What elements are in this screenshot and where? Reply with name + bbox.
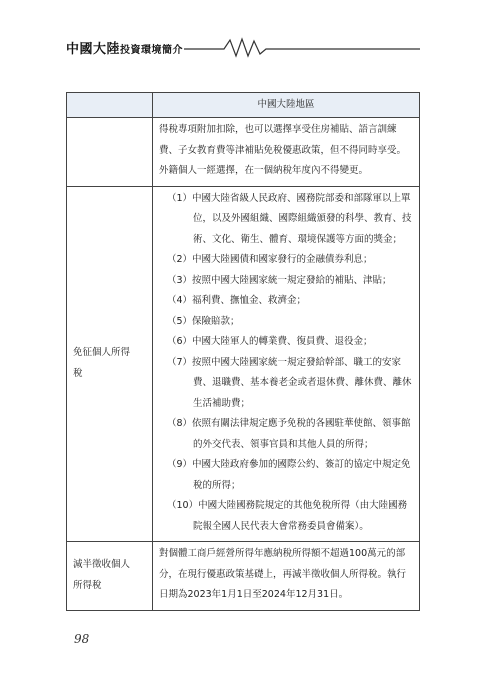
text-line: 日期為2023年1月1日至2024年12月31日。 [159, 589, 349, 600]
text-line: 費、子女教育費等津補貼免稅優惠政策，但不得同時享受。 [159, 144, 407, 156]
text-line: 外籍個人一經選擇，在一個納稅年度內不得變更。 [159, 165, 369, 176]
table-header-row [67, 93, 420, 118]
running-title [66, 38, 183, 57]
halve-cell [153, 542, 420, 611]
page-number: 98 [74, 632, 90, 646]
text-line: 得稅專項附加扣除，也可以選擇享受住房補貼、語言訓練 [159, 124, 397, 135]
list-item: （8）依照有關法律規定應予免稅的各國駐華使館、領事館的外交代表、領事官員和其他人員的所得； [167, 418, 411, 450]
list-item: （5）保險賠款； [167, 315, 240, 327]
running-title-sub: 投資環境簡介 [120, 45, 184, 56]
list-item: （3）按照中國大陸國家統一規定發給的補貼、津貼； [167, 274, 392, 286]
continuation-cell [153, 118, 420, 187]
table-row [67, 118, 420, 187]
label-line: 稅 [73, 367, 83, 379]
text-line: 分，在現行優惠政策基礎上，再減半徵收個人所得稅。執行 [159, 568, 407, 580]
heartbeat-line-decoration [184, 36, 420, 58]
text-line: 對個體工商戶經營所得年應納稅所得額不超過100萬元的部 [159, 548, 406, 559]
label-line: 減半徵收個人 [73, 559, 131, 571]
header-empty-cell [67, 93, 153, 118]
list-item: （10）中國大陸國務院規定的其他免稅所得（由大陸國務院報全國人民代表大會常務委員會備案）。 [167, 500, 408, 532]
list-item: （4）福利費、撫恤金、救濟金； [167, 295, 307, 306]
page-header [66, 36, 420, 58]
label-line: 所得稅 [73, 579, 102, 591]
list-item: （2）中國大陸國債和國家發行的金融債券利息； [167, 254, 373, 265]
list-item: （9）中國大陸政府參加的國際公約、簽訂的協定中規定免稅的所得； [167, 459, 411, 491]
column-header: 中國大陸地區 [153, 93, 420, 118]
label-line: 免征個人所得 [73, 347, 131, 359]
list-item: （6）中國大陸軍人的轉業費、復員費、退役金； [167, 336, 373, 347]
table-row [67, 542, 420, 611]
tax-table [66, 92, 420, 611]
list-item: （7）按照中國大陸國家統一規定發給幹部、職工的安家費、退職費、基本養老金或者退休費、離休費、離休生活補助費； [167, 356, 412, 409]
running-title-main: 中國大陸 [66, 42, 121, 57]
list-item: （1）中國大陸省級人民政府、國務院部委和部隊軍以上單位，以及外國組織、國際組織頒發的科學、教育、技術、文化、衛生、體育、環境保護等方面的獎金； [167, 192, 412, 245]
empty-label-cell [67, 118, 153, 187]
table-row [67, 186, 420, 542]
halve-label [67, 542, 153, 611]
exempt-label [67, 186, 153, 542]
exempt-items-cell [153, 186, 420, 542]
